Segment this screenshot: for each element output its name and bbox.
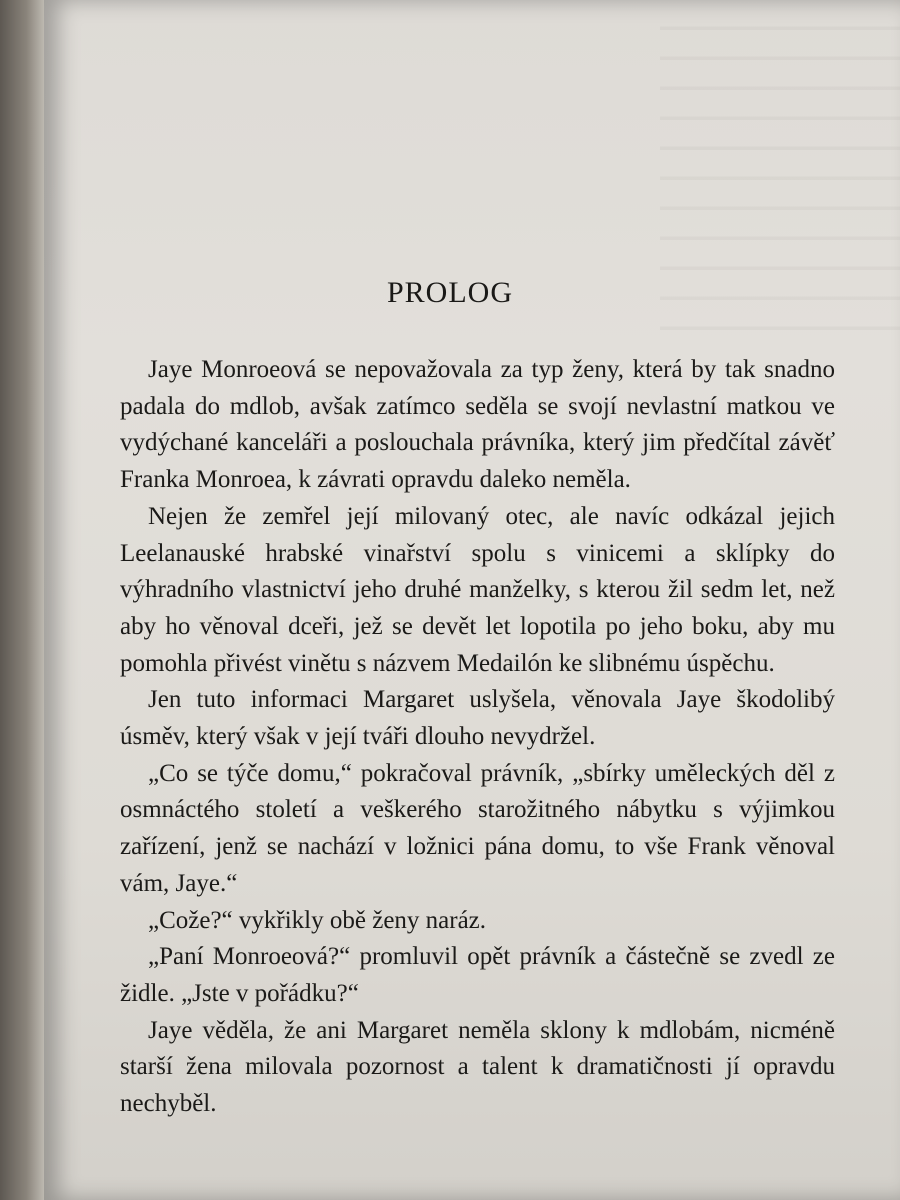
chapter-title: PROLOG [386,276,513,309]
adjacent-page-edge [0,0,48,1200]
paragraph: „Cože?“ vykřikly obě ženy naráz. [148,906,487,934]
paragraph: Jaye Monroeová se nepovažovala za typ ženy, která by tak snadno padala do mdlob, avšak zatímco seděla se svojí nevlastní matkou ve vydýchané kanceláři a poslouchala právníka, který jim předčítal závěť Franka Monroea, k závrati opravdu daleko neměla. [120,356,835,494]
paragraph: „Co se týče domu,“ pokračoval právník, „sbírky uměleckých děl z osmnáctého století a veškerého starožitného nábytku s výjimkou zařízení, jenž se nachází v ložnici pána domu, to vše Frank věnoval vám, Jaye.“ [120,759,835,897]
paragraph: Jen tuto informaci Margaret uslyšela, věnovala Jaye škodolibý úsměv, který však v její tváři dlouho nevydržel. [120,686,835,751]
paragraph: Nejen že zemřel její milovaný otec, ale navíc odkázal jejich Leelanauské hrabské vinařství spolu s vinicemi a sklípky do výhradního vlastnictví jeho druhé manželky, s kterou žil sedm let, než aby ho věnoval dceři, jež se devět let lopotila po jeho boku, aby mu pomohla přivést vinětu s názvem Medailón ke slibnému úspěchu. [120,502,835,677]
body-text [120,352,835,1123]
paragraph: „Paní Monroeová?“ promluvil opět právník a částečně se zvedl ze židle. „Jste v pořádku?“ [120,943,835,1007]
paragraph: Jaye věděla, že ani Margaret neměla sklony k mdlobám, nicméně starší žena milovala pozornost a talent k dramatičnosti jí opravdu nechyběl. [120,1016,835,1118]
